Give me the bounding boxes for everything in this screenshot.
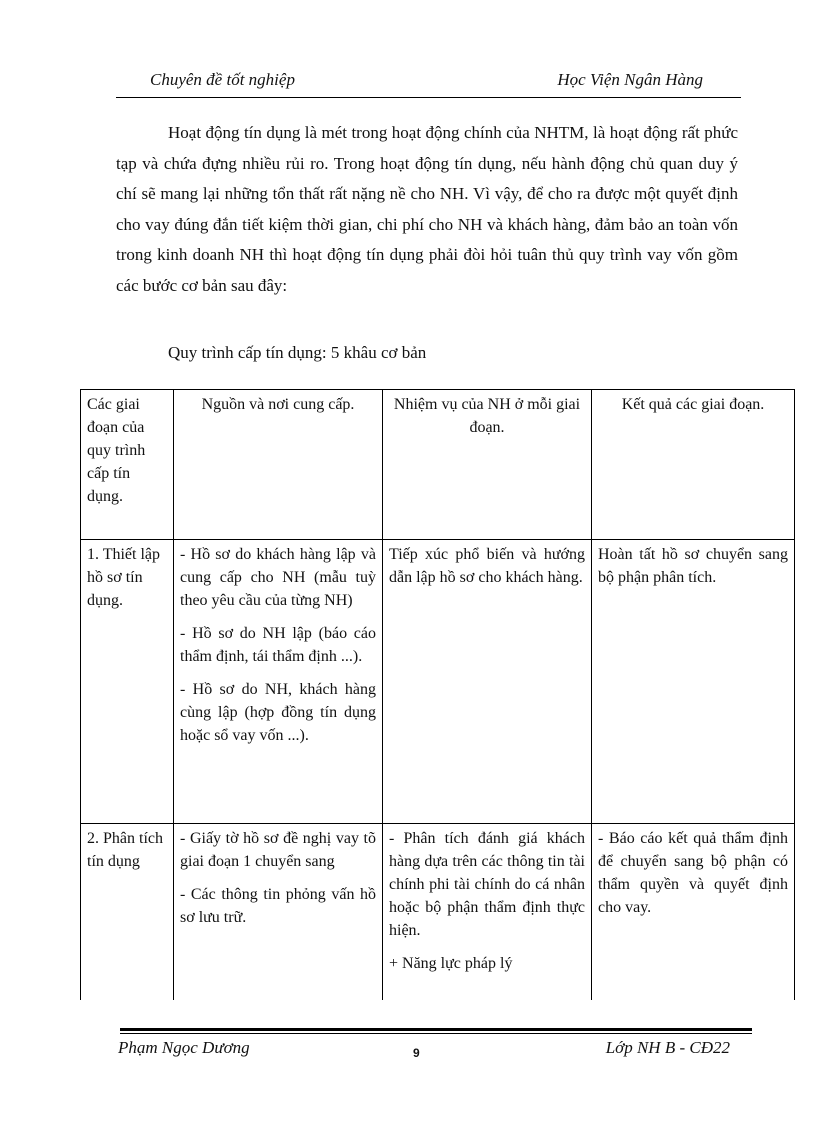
source-item: - Hồ sơ do NH lập (báo cáo thẩm định, tái thẩm định ...). bbox=[180, 625, 376, 665]
table-row bbox=[81, 540, 795, 824]
sources-cell bbox=[174, 540, 383, 824]
header-right: Học Viện Ngân Hàng bbox=[557, 70, 703, 89]
page-number: 9 bbox=[413, 1046, 420, 1060]
task-item: Tiếp xúc phổ biến và hướng dẫn lập hồ sơ cho khách hàng. bbox=[389, 546, 585, 586]
source-item: - Hồ sơ do khách hàng lập và cung cấp cho NH (mẫu tuỳ theo yêu cầu của từng NH) bbox=[180, 546, 376, 609]
body-paragraph: Hoạt động tín dụng là mét trong hoạt động chính của NHTM, là hoạt động rất phức tạp và chứa đựng nhiều rủi ro. Trong hoạt động tín dụng, nếu hành động chủ quan duy ý chí sẽ mang lại những tổn thất rất nặng nề cho NH. Vì vậy, để cho ra được một quyết định cho vay đúng đắn tiết kiệm thời gian, chi phí cho NH và khách hàng, đảm bảo an toàn vốn trong kinh doanh NH thì hoạt động tín dụng phải đòi hỏi tuân thủ quy trình vay vốn gồm các bước cơ bản sau đây: bbox=[116, 123, 738, 295]
stage-cell: 2. Phân tích tín dụng bbox=[81, 824, 174, 1001]
tasks-cell bbox=[383, 540, 592, 824]
header-tasks: Nhiệm vụ của NH ở mỗi giai đoạn. bbox=[383, 390, 592, 540]
table-caption: Quy trình cấp tín dụng: 5 khâu cơ bản bbox=[168, 343, 427, 362]
result-cell: Hoàn tất hồ sơ chuyển sang bộ phận phân tích. bbox=[592, 540, 795, 824]
footer-author: Phạm Ngọc Dương bbox=[118, 1038, 250, 1057]
process-table bbox=[80, 389, 795, 1000]
sources-cell bbox=[174, 824, 383, 1001]
source-item: - Các thông tin phỏng vấn hồ sơ lưu trữ. bbox=[180, 886, 376, 926]
source-item: - Giấy tờ hồ sơ đề nghị vay tõ giai đoạn 1 chuyển sang bbox=[180, 830, 376, 870]
header-results: Kết quả các giai đoạn. bbox=[592, 390, 795, 540]
table-header-row bbox=[81, 390, 795, 540]
header-sources: Nguồn và nơi cung cấp. bbox=[174, 390, 383, 540]
task-item: - Phân tích đánh giá khách hàng dựa trên các thông tin tài chính phi tài chính do cá nhân hoặc bộ phận thẩm định thực hiện. bbox=[389, 830, 585, 939]
header-left: Chuyên đề tốt nghiệp bbox=[150, 70, 295, 89]
table-row bbox=[81, 824, 795, 1001]
source-item: - Hồ sơ do NH, khách hàng cùng lập (hợp đồng tín dụng hoặc sổ vay vốn ...). bbox=[180, 681, 376, 744]
header-rule bbox=[116, 97, 741, 98]
footer-class: Lớp NH B - CĐ22 bbox=[605, 1038, 730, 1057]
result-cell: - Báo cáo kết quả thẩm định để chuyển sang bộ phận có thẩm quyền và quyết định cho vay. bbox=[592, 824, 795, 1001]
task-item: + Năng lực pháp lý bbox=[389, 955, 513, 972]
page-header bbox=[116, 70, 741, 96]
page-footer bbox=[118, 1038, 730, 1062]
header-stage: Các giai đoạn của quy trình cấp tín dụng. bbox=[81, 390, 174, 540]
footer-rule-thick bbox=[120, 1028, 752, 1031]
footer-rule-thin bbox=[120, 1033, 752, 1034]
tasks-cell bbox=[383, 824, 592, 1001]
stage-cell: 1. Thiết lập hồ sơ tín dụng. bbox=[81, 540, 174, 824]
